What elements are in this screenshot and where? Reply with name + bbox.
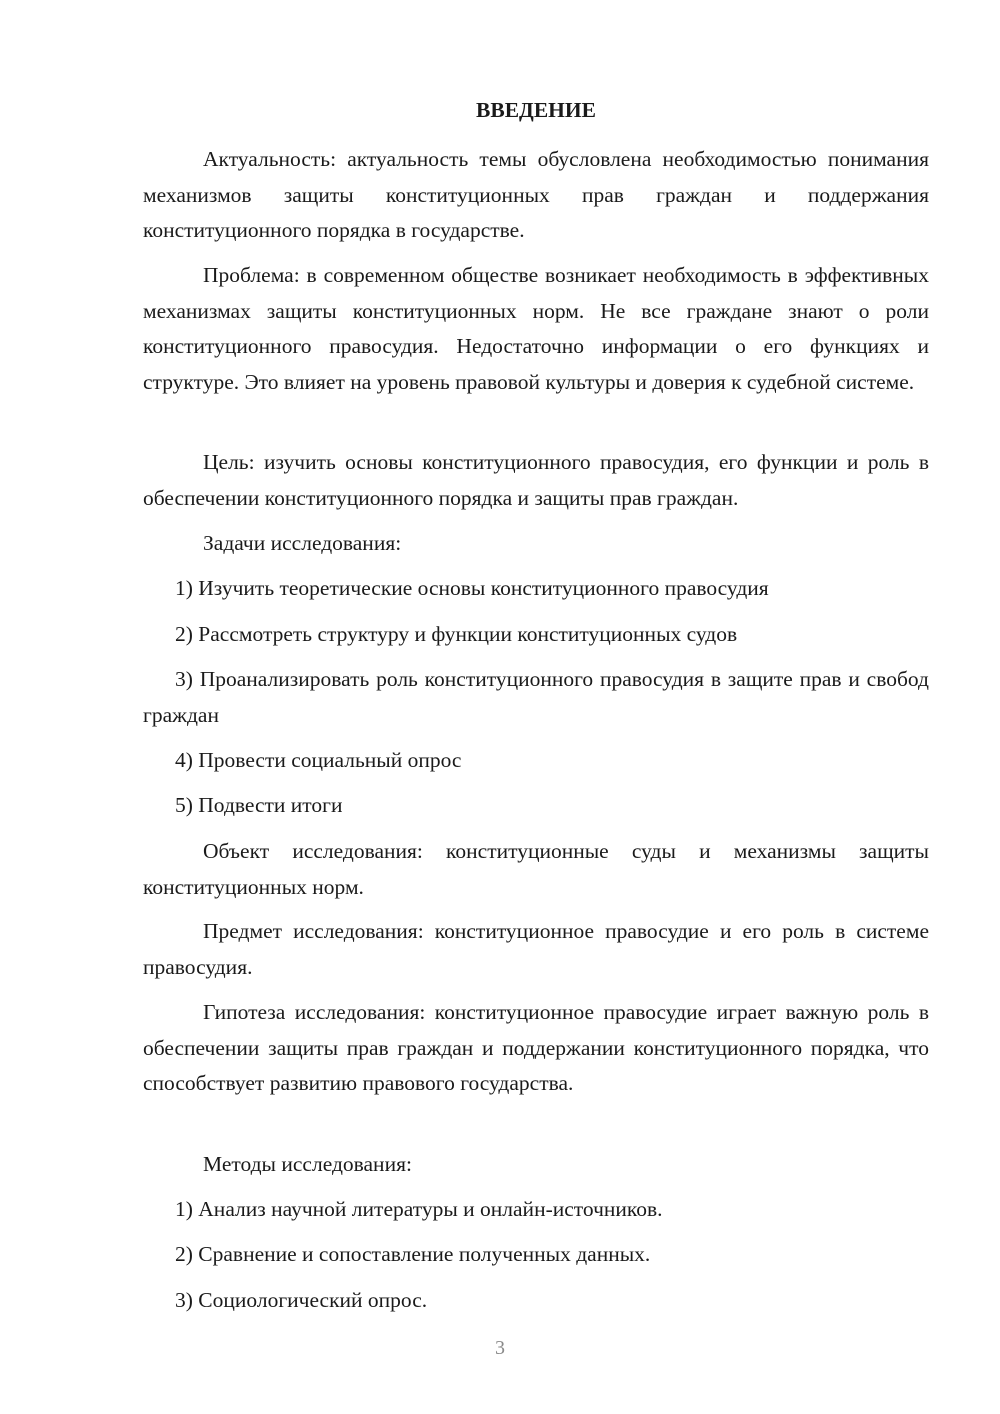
hypothesis-paragraph: Гипотеза исследования: конституционное правосудие играет важную роль в обеспечении защиты прав граждан и поддержании конституционного порядка, что способствует развитию правового государства.	[143, 1000, 929, 1095]
subject-paragraph: Предмет исследования: конституционное правосудие и его роль в системе правосудия.	[143, 919, 929, 979]
page-title: ВВЕДЕНИЕ	[476, 98, 596, 122]
task-item: 1) Изучить теоретические основы конституционного правосудия	[175, 576, 769, 600]
task-item: 2) Рассмотреть структуру и функции конституционных судов	[175, 622, 738, 646]
methods-heading: Методы исследования:	[203, 1152, 412, 1176]
method-item: 3) Социологический опрос.	[175, 1288, 428, 1312]
task-item: 5) Подвести итоги	[175, 793, 343, 817]
page-number: 3	[495, 1337, 505, 1359]
task-item: 3) Проанализировать роль конституционного правосудия в защите прав и свобод граждан	[143, 667, 929, 727]
tasks-heading: Задачи исследования:	[203, 531, 402, 555]
goal-paragraph: Цель: изучить основы конституционного правосудия, его функции и роль в обеспечении конституционного порядка и защиты прав граждан.	[143, 450, 929, 510]
task-item: 4) Провести социальный опрос	[175, 748, 462, 772]
method-item: 1) Анализ научной литературы и онлайн-источников.	[175, 1197, 663, 1221]
method-item: 2) Сравнение и сопоставление полученных данных.	[175, 1242, 651, 1266]
relevance-paragraph: Актуальность: актуальность темы обусловлена необходимостью понимания механизмов защиты конституционных прав граждан и поддержания конституционного порядка в государстве.	[143, 147, 929, 242]
problem-paragraph: Проблема: в современном обществе возникает необходимость в эффективных механизмах защиты конституционных норм. Не все граждане знают о роли конституционного правосудия. Недостаточно информации о его функциях и структуре. Это влияет на уровень правовой культуры и доверия к судебной системе.	[143, 263, 929, 394]
object-paragraph: Объект исследования: конституционные суды и механизмы защиты конституционных норм.	[143, 839, 929, 899]
